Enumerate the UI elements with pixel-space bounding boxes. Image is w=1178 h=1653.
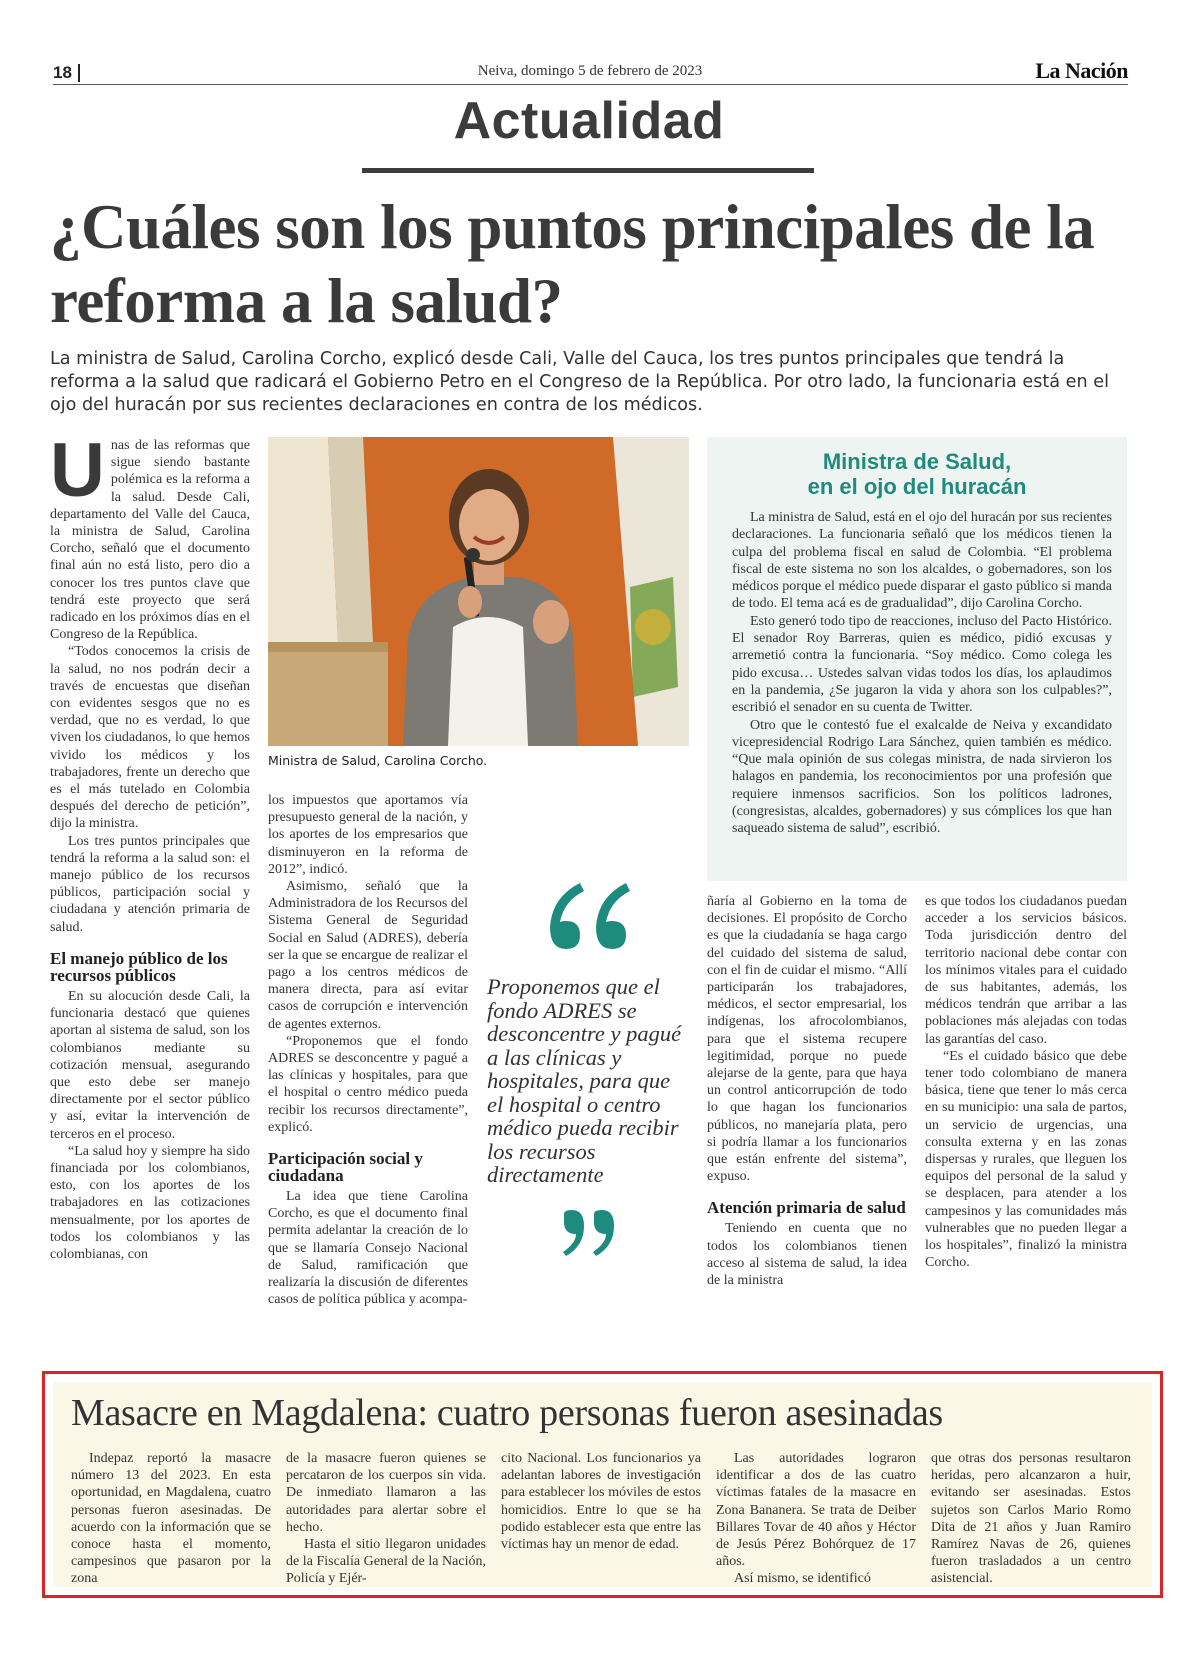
section-title: Actualidad	[453, 92, 725, 150]
bottom-column-5	[931, 1450, 1131, 1588]
close-quote-icon	[560, 1210, 620, 1258]
article-column-3	[707, 893, 907, 1289]
bottom-paragraph: cito Nacional. Los funcionarios ya adelantan labores de investigación para establecer los móviles de estos homicidios. Entre lo que se ha podido establecer esta que entre las víctimas hay un menor de edad.	[501, 1451, 701, 1553]
article-paragraph: “Es el cuidado básico que debe tener todo colombiano de manera básica, tiene que tener lo más cerca en su municipio: una sala de partos, un servicio de urgencias, una consulta externa y en las zonas dispersas y rurales, que lleguen los equipos del personal de la salud y se desplacen, para atender a los campesinos y las comunidades más vulnerables que no pueden llegar a los hospitales”, finalizó la ministra Corcho.	[925, 1048, 1127, 1271]
bottom-paragraph: Hasta el sitio llegaron unidades de la Fiscalía General de la Nación, Policía y Ejér-	[286, 1537, 486, 1587]
sidebar-box	[707, 437, 1127, 881]
article-paragraph: ñaría al Gobierno en la toma de decisiones. El propósito de Corcho es que la ciudadanía se haga cargo del cuidado del sistema de salud, con el fin de cuidar el mismo. “Allí participarán los trabajadores, médicos, el sector empresarial, los indígenas, los afrocolombianos, para que el sistema recupere legitimidad, porque no puede alejarse de la gente, para que haya un control anticorrupción de todo lo que hagan los funcionarios públicos, no manejaría plata, pero si podría llamar a los funcionarios que están enfrente del sistema”, expuso.	[707, 894, 907, 1185]
page-number: 18	[53, 63, 72, 82]
minister-photo-illustration	[268, 437, 689, 746]
article-column-4	[925, 893, 1127, 1271]
drop-cap: U	[50, 428, 105, 513]
article-paragraph: los impuestos que aportamos vía presupuesto general de la nación, y los aportes de los empresarios que disminuyeron en la reforma de 2012”, indicó.	[268, 793, 468, 877]
bottom-news-background	[53, 1382, 1152, 1587]
open-quote-icon	[540, 875, 630, 955]
article-paragraph: La idea que tiene Carolina Corcho, es que el documento final permita adelantar la creación de lo que se llamaría Consejo Nacional de Salud, ramificación que realizaría la discusión de diferentes casos de política pública y acompa-	[268, 1189, 468, 1308]
bottom-paragraph: Las autoridades lograron identificar a dos de las cuatro víctimas fatales de la masacre en Zona Bananera. Se trata de Deiber Billares Tovar de 40 años y Héctor de Jesús Pérez Bohórquez de 17 años.	[716, 1451, 916, 1570]
sidebar-paragraph: Otro que le contestó fue el exalcalde de Neiva y excandidato vicepresidencial Rodrigo Lara Sánchez, quien también es médico. “Que mala opinión de sus colegas ministra, de nada sirvieron los halagos en pandemia, los reconocimientos por una profesión que requiere inmensos sacrificios. Son los políticos ladrones, (congresistas, alcaldes, gobernadores) y sus cómplices los que han saqueado sistema de salud”, escribió.	[732, 717, 1112, 837]
article-paragraph: “La salud hoy y siempre ha sido financiada por los colombianos, esto, con los aportes de los trabajadores en las cotizaciones mensualmente, por los aportes de todos los colombianos y las colombianas, con	[50, 1143, 250, 1262]
minister-photo	[268, 437, 689, 746]
subhead-recursos: El manejo público de los recursos públicos	[50, 948, 228, 985]
article-headline: ¿Cuáles son los puntos principales de la reforma a la salud?	[50, 192, 1095, 336]
article-paragraph: Teniendo en cuenta que no todos los colombianos tienen acceso al sistema de salud, la idea de la ministra	[707, 1221, 907, 1289]
article-paragraph-text: nas de las reformas que sigue siendo bastante polémica es la reforma a la salud. Desde Cali, departamento del Valle del Cauca, la ministra de Salud, Carolina Corcho, señaló que el documento final aún no está listo, pero dio a conocer los tres puntos clave que tendrá este proyecto que será radicado en los próximos días en el Congreso de la República.	[50, 438, 250, 643]
article-column-1	[50, 428, 250, 1263]
section-rule	[362, 168, 814, 173]
sidebar-title	[707, 449, 1127, 499]
photo-caption: Ministra de Salud, Carolina Corcho.	[268, 753, 488, 768]
header-rule	[53, 84, 1128, 85]
bottom-column-1	[71, 1450, 271, 1588]
article-paragraph: “Todos conocemos la crisis de la salud, no nos podrán decir a través de encuestas que diseñan con evidentes sesgos que no es verdad, que no es verdad, lo que viven los ciudadanos, lo que hemos vivido los médicos y los trabajadores, frente un derecho que es el más tutelado en Colombia después del derecho de petición”, dijo la ministra.	[50, 644, 250, 832]
sidebar-body	[732, 509, 1112, 838]
bottom-column-3	[501, 1450, 701, 1553]
bottom-news-box	[42, 1371, 1163, 1598]
subhead-atencion: Atención primaria de salud	[707, 1198, 906, 1218]
dateline: Neiva, domingo 5 de febrero de 2023	[477, 63, 703, 79]
article-paragraph	[50, 428, 250, 643]
sidebar-paragraph: Esto generó todo tipo de reacciones, incluso del Pacto Histórico. El senador Roy Barreras, quien es médico, pidió excusas y arremetió contra la funcionaria. “Soy médico. Como colega les pido excusa… Ustedes salvan vidas todos los días, los aplaudimos en la pandemia, ¿Se jugaron la vida y ahora son los culpables?”, escribió el senador en su cuenta de Twitter.	[732, 613, 1112, 716]
article-paragraph: En su alocución desde Cali, la funcionaria destacó que quienes aportan al sistema de salud, son los colombianos mediante su cotización mensual, asegurando que esto debe ser manejo directamente por el sector público y así, evitar la intervención de terceros en el proceso.	[50, 988, 250, 1142]
subhead-participacion: Participación social y ciudadana	[268, 1149, 423, 1186]
article-column-2	[268, 792, 468, 1308]
bottom-paragraph: que otras dos personas resultaron heridas, pero alcanzaron a huir, evitando ser asesinadas. Estos sujetos son Carlos Mario Romo Dita de 21 años y Juan Ramiro Ramírez Navas de 26, quienes fueron trasladados a un centro asistencial.	[931, 1451, 1131, 1587]
pull-quote: Proponemos que el fondo ADRES se desconcentre y pagué a las clínicas y hospitales, para que el hospital o centro médico pueda recibir los recursos directamente	[487, 974, 682, 1187]
sidebar-paragraph: La ministra de Salud, está en el ojo del huracán por sus recientes declaraciones. La funcionaria señaló que los médicos tienen la culpa del problema fiscal en salud de Colombia. “El problema fiscal de este sistema no son los alcaldes, o gobernadores, son los médicos porque el médico puede disparar el gasto público si manda de todo. El tema acá es de gradualidad”, dijo Carolina Corcho.	[732, 510, 1112, 612]
article-paragraph: “Proponemos que el fondo ADRES se desconcentre y pagué a las clínicas y hospitales, para que el hospital o centro médico pueda recibir los recursos directamente”, explicó.	[268, 1033, 468, 1135]
page-number-divider	[78, 64, 80, 82]
article-paragraph: Los tres puntos principales que tendrá la reforma a la salud son: el manejo público de los recursos públicos, participación social y ciudadana y atención primaria de salud.	[50, 833, 250, 935]
sidebar-title-line: en el ojo del huracán	[807, 474, 1027, 499]
bottom-paragraph: de la masacre fueron quienes se percataron de los cuerpos sin vida. De inmediato llamaron a las autoridades para alertar sobre el hecho.	[286, 1451, 486, 1535]
bottom-column-4	[716, 1450, 916, 1588]
bottom-headline: Masacre en Magdalena: cuatro personas fueron asesinadas	[71, 1392, 943, 1434]
bottom-paragraph: Así mismo, se identificó	[734, 1571, 871, 1587]
bottom-paragraph: Indepaz reportó la masacre número 13 del 2023. En esta oportunidad, en Magdalena, cuatro personas fueron asesinadas. De acuerdo con la información que se conoce hasta el momento, campesinos que pasaron por la zona	[71, 1451, 271, 1587]
article-paragraph: Asimismo, señaló que la Administradora de los Recursos del Sistema General de Seguridad Social en Salud (ADRES), debería ser la que se encargue de realizar el pago a los centros médicos de manera directa, para así evitar casos de corrupción e intervención de agentes externos.	[268, 879, 468, 1032]
article-paragraph: es que todos los ciudadanos puedan acceder a los servicios básicos. Toda jurisdicción dentro del territorio nacional debe contar con los mínimos vitales para el cuidado de sus habitantes, además, los médicos tendrán que arribar a las poblaciones más alejadas con todas las garantías del caso.	[925, 894, 1127, 1047]
masthead-logo: La Nación	[1035, 58, 1128, 83]
article-lead: La ministra de Salud, Carolina Corcho, explicó desde Cali, Valle del Cauca, los tres puntos principales que tendrá la reforma a la salud que radicará el Gobierno Petro en el Congreso de la República. Por otro lado, la funcionaria está en el ojo del huracán por sus recientes declaraciones en contra de los médicos.	[50, 349, 1109, 415]
sidebar-title-line: Ministra de Salud,	[822, 449, 1012, 474]
bottom-column-2	[286, 1450, 486, 1588]
